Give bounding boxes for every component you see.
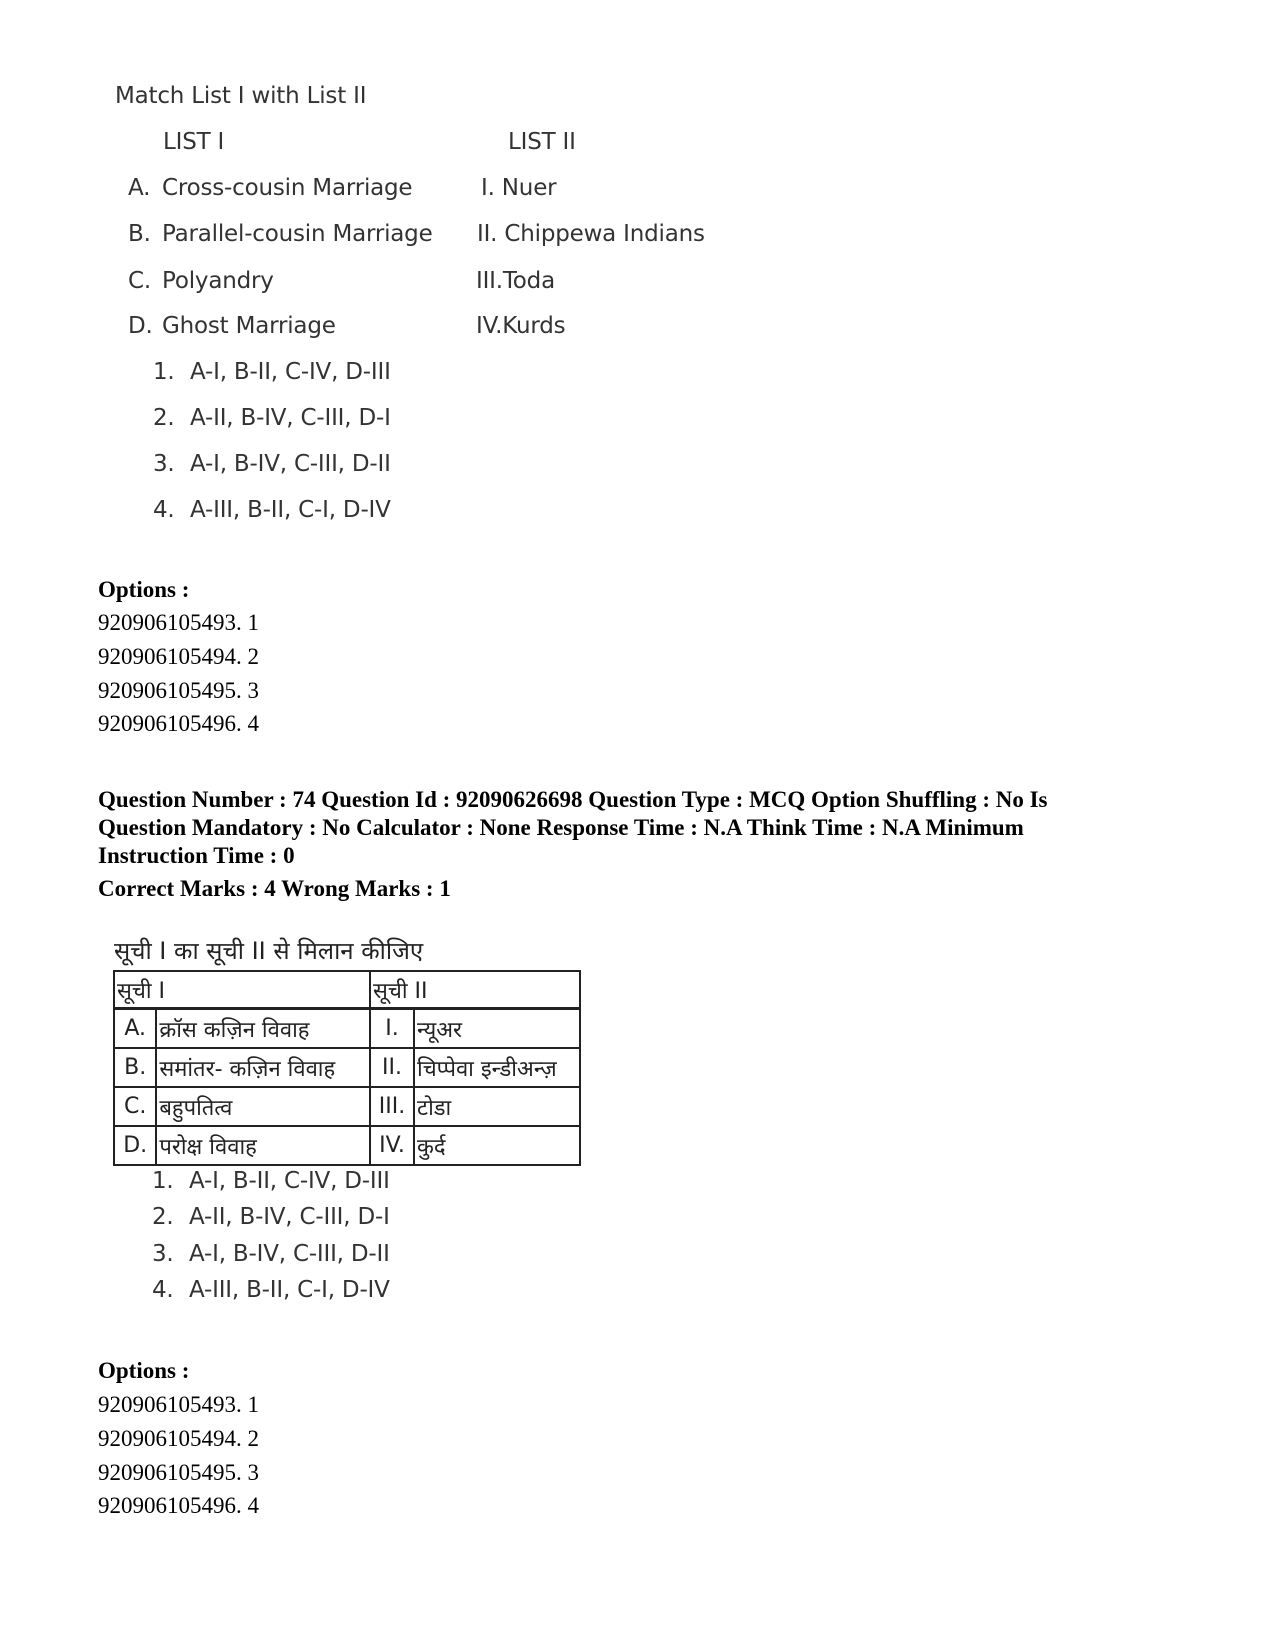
row-numeral: I. <box>370 1009 414 1049</box>
choice-number: 3. <box>153 451 175 477</box>
row-numeral: IV. <box>370 1126 414 1165</box>
meta-line: Question Mandatory : No Calculator : None Response Time : N.A Think Time : N.A Minimum <box>98 815 1024 840</box>
question-intro-hindi: सूची I का सूची II से मिलान कीजिए <box>114 937 424 965</box>
row-letter: C. <box>114 1087 156 1126</box>
choice-number: 4. <box>152 1277 174 1303</box>
list1-item: Parallel-cousin Marriage <box>162 221 433 247</box>
list2-item: कुर्द <box>414 1126 580 1165</box>
choice-text: A-III, B-II, C-I, D-IV <box>189 1277 390 1303</box>
option-item: 920906105496. 4 <box>98 711 259 736</box>
option-item: 920906105493. 1 <box>98 1392 259 1417</box>
choice-number: 1. <box>153 359 175 385</box>
choice-text: A-I, B-IV, C-III, D-II <box>190 451 391 477</box>
table-row <box>114 1048 580 1087</box>
list2-item: I. Nuer <box>481 175 557 201</box>
table-row <box>114 1126 580 1165</box>
choice-text: A-III, B-II, C-I, D-IV <box>190 497 391 523</box>
table-header: सूची II <box>370 971 580 1009</box>
list1-header: LIST I <box>163 129 225 155</box>
list1-item: बहुपतित्व <box>156 1087 370 1126</box>
choice-text: A-II, B-IV, C-III, D-I <box>190 405 391 431</box>
row-letter: B. <box>114 1048 156 1087</box>
list1-item: समांतर- कज़िन विवाह <box>156 1048 370 1087</box>
list1-item: Cross-cousin Marriage <box>162 175 413 201</box>
list2-item: चिप्पेवा इन्डीअन्ज़ <box>414 1048 580 1087</box>
list2-item: II. Chippewa Indians <box>477 221 705 247</box>
list2-header: LIST II <box>508 129 576 155</box>
list2-item: III.Toda <box>476 268 555 294</box>
table-row <box>114 1009 580 1049</box>
option-item: 920906105496. 4 <box>98 1493 259 1518</box>
option-item: 920906105493. 1 <box>98 610 259 635</box>
list1-letter: C. <box>128 268 151 294</box>
option-item: 920906105495. 3 <box>98 678 259 703</box>
option-item: 920906105494. 2 <box>98 1426 259 1451</box>
choice-number: 1. <box>152 1168 174 1194</box>
options-title: Options : <box>98 1358 190 1383</box>
list2-item: IV.Kurds <box>476 313 566 339</box>
row-letter: D. <box>114 1126 156 1165</box>
choice-number: 2. <box>153 405 175 431</box>
list1-letter: A. <box>128 175 151 201</box>
choice-text: A-II, B-IV, C-III, D-I <box>189 1204 390 1230</box>
options-title: Options : <box>98 577 190 602</box>
list1-item: Ghost Marriage <box>162 313 336 339</box>
choice-text: A-I, B-IV, C-III, D-II <box>189 1241 390 1267</box>
list2-item: टोडा <box>414 1087 580 1126</box>
row-numeral: II. <box>370 1048 414 1087</box>
choice-number: 3. <box>152 1241 174 1267</box>
list2-item: न्यूअर <box>414 1009 580 1049</box>
row-letter: A. <box>114 1009 156 1049</box>
choice-number: 2. <box>152 1204 174 1230</box>
option-item: 920906105495. 3 <box>98 1460 259 1485</box>
option-item: 920906105494. 2 <box>98 644 259 669</box>
choice-text: A-I, B-II, C-IV, D-III <box>190 359 391 385</box>
match-table <box>113 970 581 1166</box>
choice-number: 4. <box>153 497 175 523</box>
choice-text: A-I, B-II, C-IV, D-III <box>189 1168 390 1194</box>
list1-item: Polyandry <box>162 268 274 294</box>
list1-letter: B. <box>128 221 151 247</box>
marks-line: Correct Marks : 4 Wrong Marks : 1 <box>98 876 451 901</box>
table-row <box>114 1087 580 1126</box>
row-numeral: III. <box>370 1087 414 1126</box>
table-header: सूची I <box>114 971 370 1009</box>
meta-line: Instruction Time : 0 <box>98 843 295 868</box>
list1-letter: D. <box>128 313 153 339</box>
meta-line: Question Number : 74 Question Id : 92090626698 Question Type : MCQ Option Shuffling : No Is <box>98 787 1048 812</box>
question-intro: Match List I with List II <box>115 83 367 109</box>
list1-item: परोक्ष विवाह <box>156 1126 370 1165</box>
list1-item: क्रॉस कज़िन विवाह <box>156 1009 370 1049</box>
